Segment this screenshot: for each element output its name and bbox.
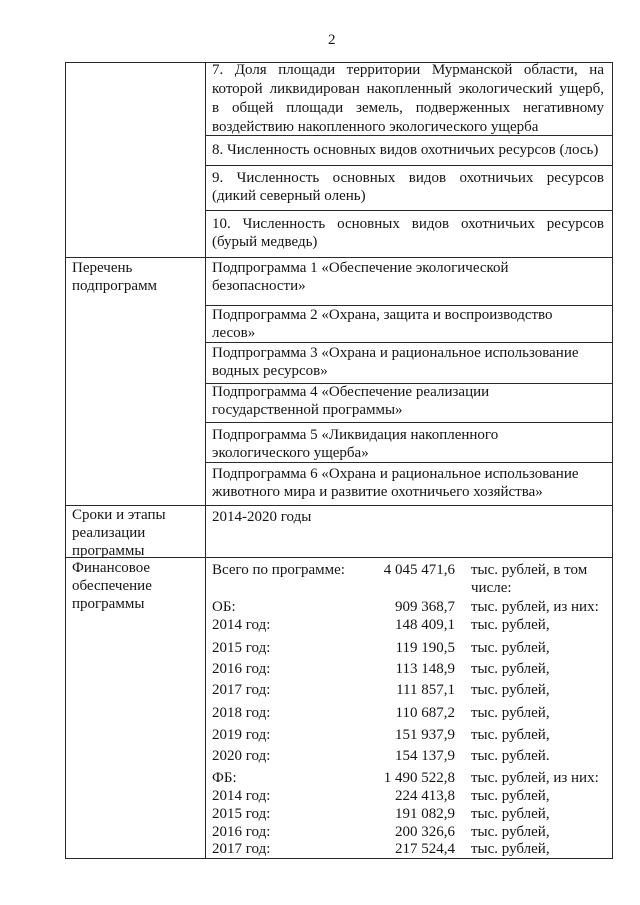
text-line: Перечень (72, 260, 133, 276)
text-line: 7. Доля площади территории Мурманской области, на (212, 62, 604, 78)
cell-divider (205, 165, 613, 166)
finance-row-unit: тыс. рублей, (471, 661, 550, 677)
finance-row (212, 704, 608, 722)
text-line: животного мира и развитие охотничьего хозяйства» (212, 484, 543, 500)
finance-row-amount: 4 045 471,6 (383, 562, 455, 578)
table-column-divider (205, 62, 206, 859)
subprogram-3 (212, 344, 604, 380)
finance-row-name: 2014 год: (212, 788, 271, 804)
subprogram-5 (212, 426, 604, 462)
period-value (212, 508, 604, 526)
text-line: реализации (72, 525, 146, 541)
finance-row-amount: 151 937,9 (395, 727, 455, 743)
text-line: Финансовое (72, 560, 151, 576)
finance-row-unit: тыс. рублей, из них: (471, 599, 599, 615)
finance-row-unit: тыс. рублей, (471, 841, 550, 857)
finance-row (212, 787, 608, 805)
finance-row-unit: тыс. рублей, (471, 640, 550, 656)
text-line: 9. Численность основных видов охотничьих ресурсов (212, 170, 604, 186)
finance-row (212, 598, 608, 616)
subprogram-2 (212, 306, 604, 342)
text-line: подпрограмм (72, 278, 158, 294)
text-line: (дикий северный олень) (212, 188, 366, 204)
finance-row (212, 805, 608, 823)
finance-row (212, 747, 608, 765)
text-line: Подпрограмма 5 «Ликвидация накопленного (212, 427, 499, 443)
cell-divider (205, 422, 613, 423)
finance-row-amount: 191 082,9 (395, 806, 455, 822)
indicator-8 (212, 141, 604, 159)
subprogram-1 (212, 259, 604, 295)
finance-row-name: ФБ: (212, 770, 237, 786)
finance-row-name: 2015 год: (212, 640, 271, 656)
finance-row-unit: тыс. рублей, (471, 727, 550, 743)
finance-row (212, 616, 608, 634)
text-line: 8. Численность основных видов охотничьих ресурсов (лось) (212, 142, 599, 158)
text-line: лесов» (212, 325, 256, 341)
text-line: (бурый медведь) (212, 234, 318, 250)
finance-row-name: 2020 год: (212, 748, 271, 764)
finance-row-name: 2015 год: (212, 806, 271, 822)
indicator-9 (212, 169, 604, 205)
finance-row-amount: 154 137,9 (395, 748, 455, 764)
text-line: экологического ущерба» (212, 445, 369, 461)
cell-divider (205, 462, 613, 463)
finance-row-amount: 110 687,2 (395, 705, 455, 721)
finance-row-amount: 217 524,4 (395, 841, 455, 857)
table-border-left (65, 62, 66, 859)
text-line: безопасности» (212, 278, 306, 294)
text-line: Сроки и этапы (72, 507, 166, 523)
finance-row-name: Всего по программе: (212, 562, 345, 578)
cell-divider (205, 342, 613, 343)
subprogram-6 (212, 465, 604, 501)
finance-row-amount: 113 148,9 (395, 661, 455, 677)
table-border-right (612, 62, 613, 859)
finance-row-unit: тыс. рублей, (471, 617, 550, 633)
page-number: 2 (328, 32, 336, 48)
text-line: государственной программы» (212, 402, 403, 418)
finance-row-name: ОБ: (212, 599, 236, 615)
text-line: обеспечение (72, 578, 152, 594)
finance-row-name: 2017 год: (212, 682, 271, 698)
finance-row-unit: тыс. рублей. (471, 748, 550, 764)
text-line: программы (72, 596, 145, 612)
text-line: Подпрограмма 2 «Охрана, защита и воспроизводство (212, 307, 553, 323)
text-line: которой ликвидирован накопленный экологический ущерб, (212, 81, 604, 97)
cell-divider (205, 210, 613, 211)
finance-row (212, 769, 608, 787)
finance-row-unit: тыс. рублей, (471, 824, 550, 840)
table-border-bottom (65, 858, 613, 859)
text-line: в общей площади земель, подверженных негативному (212, 100, 604, 116)
finance-row-amount: 200 326,6 (395, 824, 455, 840)
text-line: программы (72, 543, 145, 559)
period-label (72, 506, 202, 560)
text-line: 2014-2020 годы (212, 509, 312, 525)
finance-row-amount: 224 413,8 (395, 788, 455, 804)
finance-row-name: 2017 год: (212, 841, 271, 857)
finance-row (212, 823, 608, 841)
finance-label (72, 559, 202, 613)
finance-row-amount: 119 190,5 (395, 640, 455, 656)
finance-row-amount: 148 409,1 (395, 617, 455, 633)
finance-row-unit: тыс. рублей, в том числе: (471, 562, 588, 596)
text-line: воздействию накопленного экологического ущерба (212, 119, 539, 135)
finance-row-name: 2018 год: (212, 705, 271, 721)
subprograms-label (72, 259, 202, 295)
text-line: Подпрограмма 1 «Обеспечение экологической (212, 260, 509, 276)
text-line: водных ресурсов» (212, 363, 328, 379)
finance-row-unit: тыс. рублей, (471, 788, 550, 804)
finance-row-unit: тыс. рублей, (471, 806, 550, 822)
finance-row-total (212, 561, 608, 596)
finance-row (212, 639, 608, 657)
finance-row-amount: 111 857,1 (396, 682, 455, 698)
text-line: Подпрограмма 6 «Охрана и рациональное использование (212, 466, 579, 482)
finance-row-name: 2016 год: (212, 824, 271, 840)
indicator-7 (212, 61, 604, 137)
text-line: 10. Численность основных видов охотничьих ресурсов (212, 216, 604, 232)
finance-row-unit: тыс. рублей, (471, 682, 550, 698)
row-divider (65, 257, 613, 258)
subprogram-4 (212, 383, 604, 419)
finance-row (212, 840, 608, 858)
finance-row (212, 681, 608, 699)
text-line: Подпрограмма 3 «Охрана и рациональное использование (212, 345, 579, 361)
finance-row-name: 2016 год: (212, 661, 271, 677)
finance-row-amount: 909 368,7 (395, 599, 455, 615)
text-line: Подпрограмма 4 «Обеспечение реализации (212, 384, 490, 400)
finance-row-unit: тыс. рублей, (471, 705, 550, 721)
indicator-10 (212, 215, 604, 251)
finance-row-name: 2019 год: (212, 727, 271, 743)
finance-row-name: 2014 год: (212, 617, 271, 633)
finance-row-amount: 1 490 522,8 (383, 770, 455, 786)
finance-row-unit: тыс. рублей, из них: (471, 770, 599, 786)
finance-row (212, 726, 608, 744)
finance-row (212, 660, 608, 678)
